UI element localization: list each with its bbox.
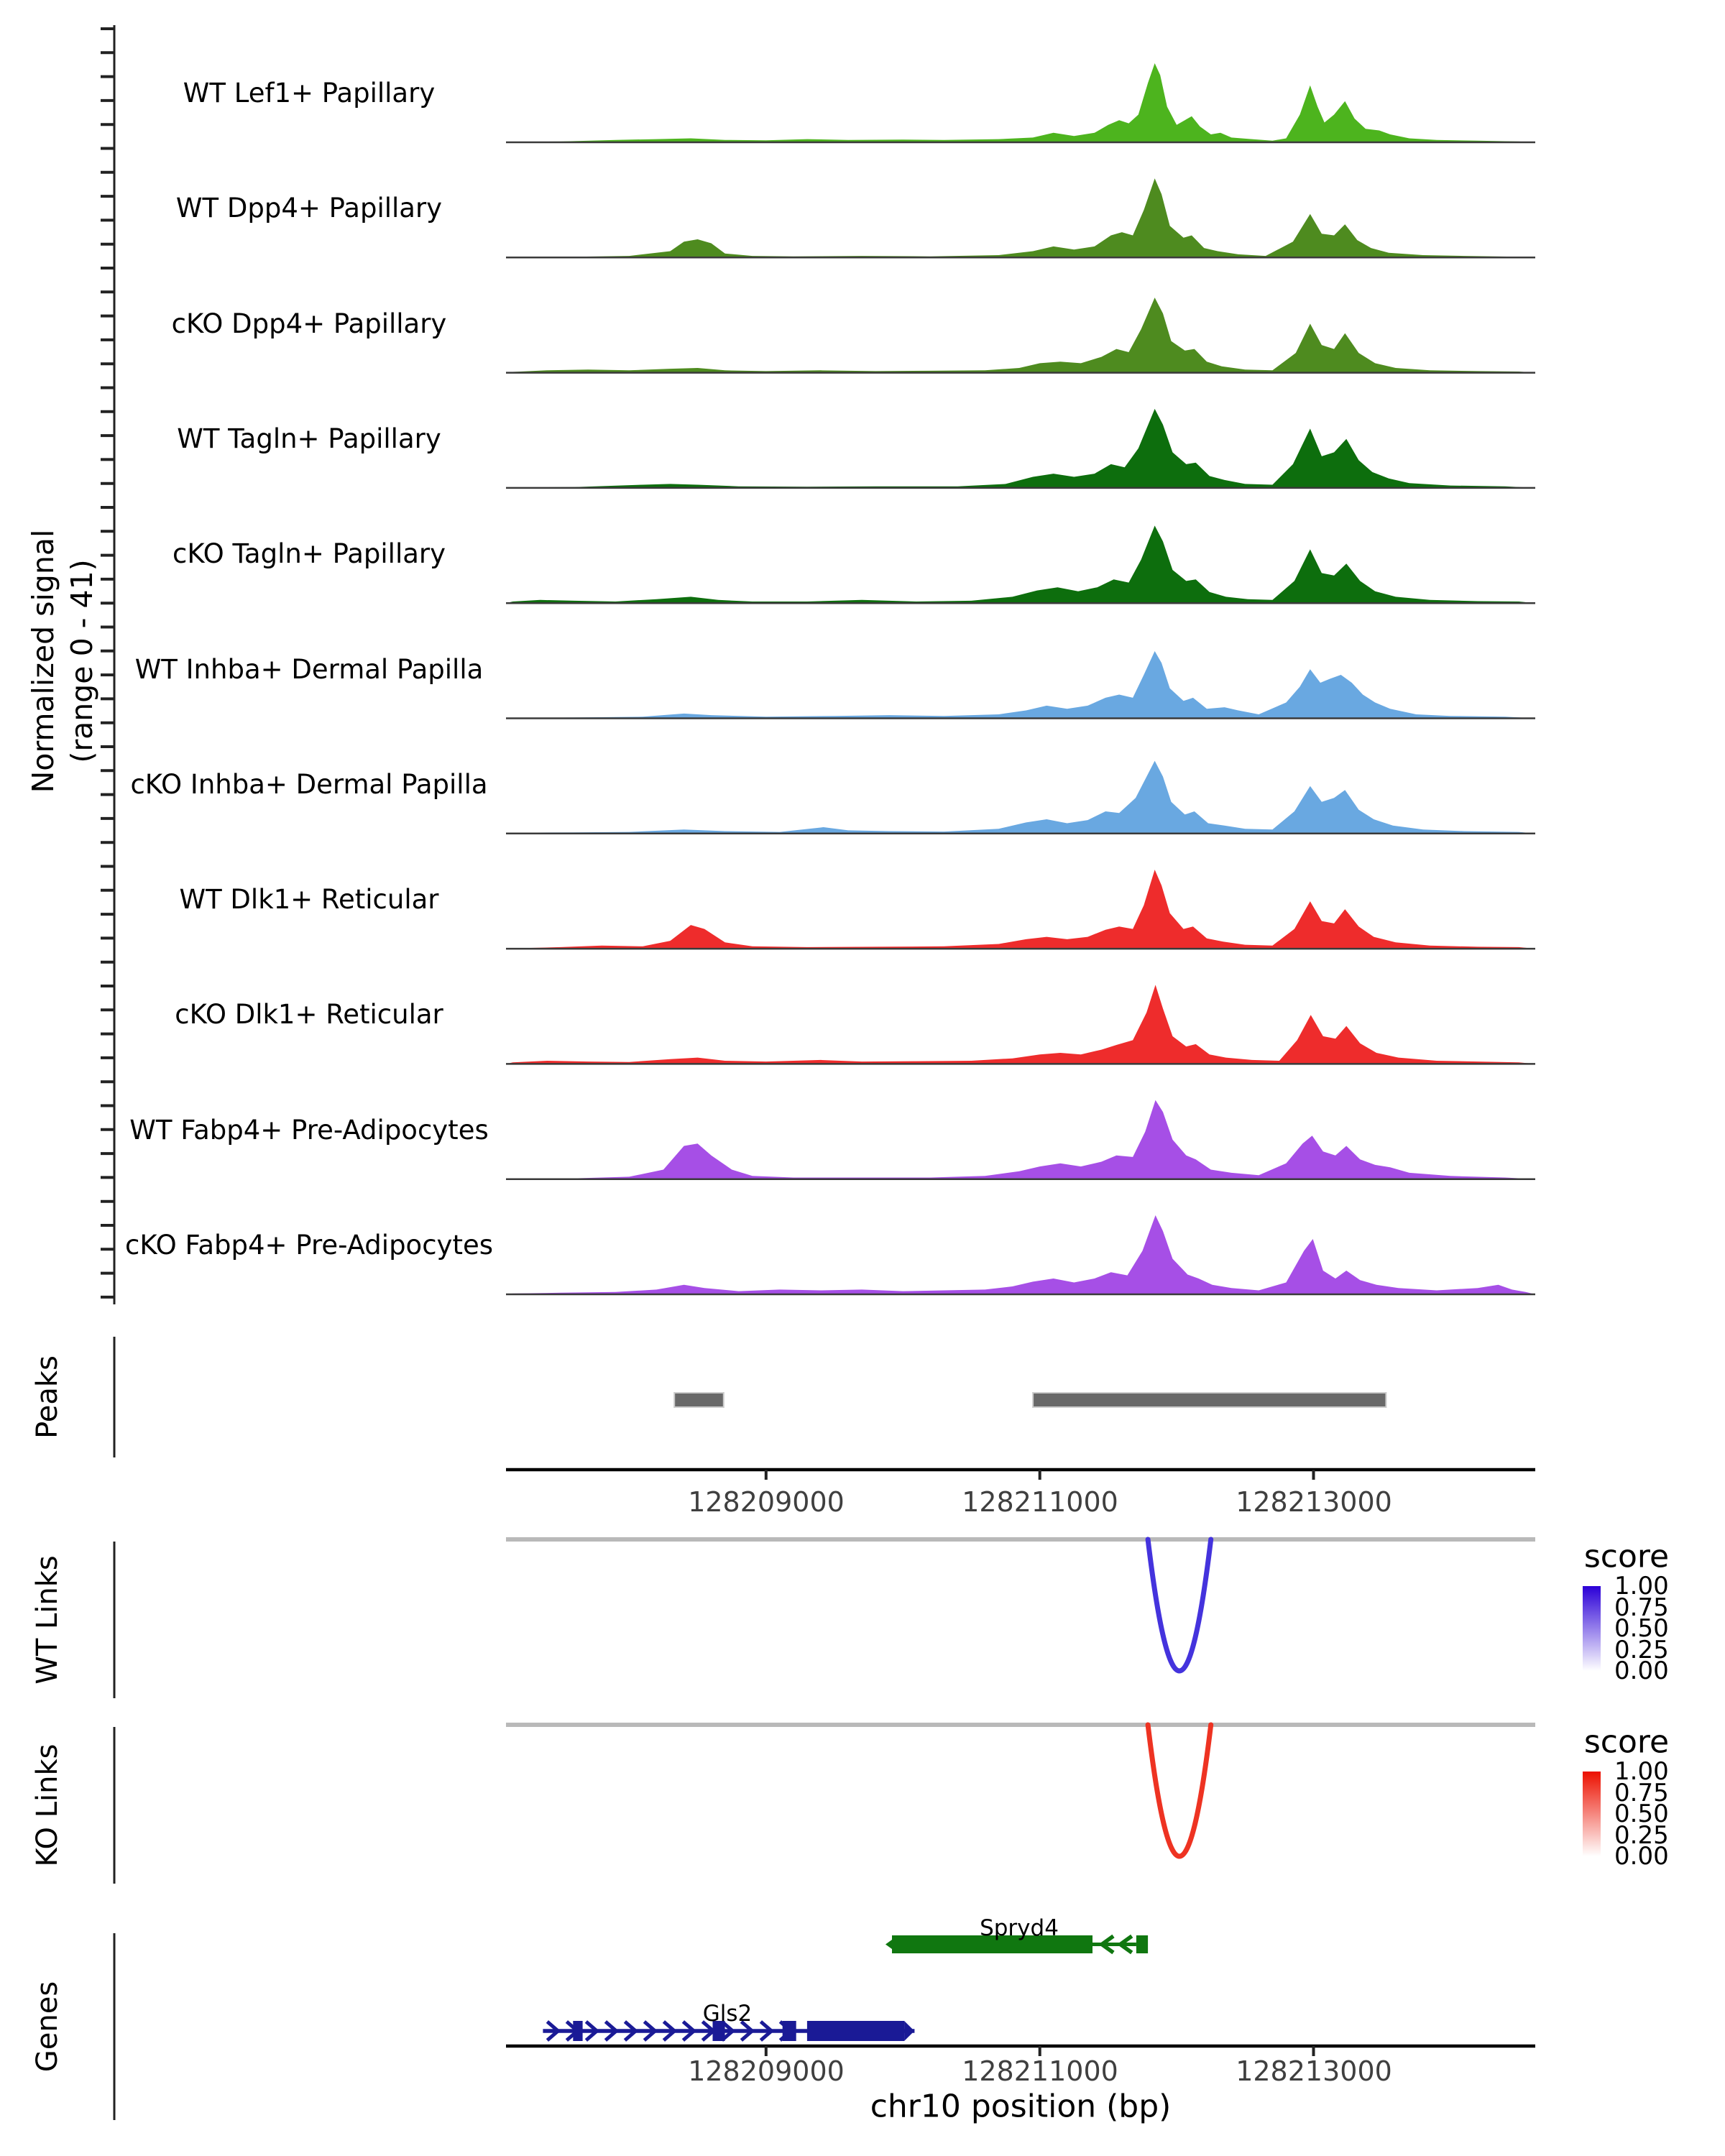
ko-score-legend-title: score	[1583, 1723, 1670, 1761]
peaks-tick-label-0: 128209000	[688, 1486, 845, 1518]
track-label-3: WT Tagln+ Papillary	[177, 423, 441, 454]
wt-score-tick-4: 0.00	[1614, 1657, 1669, 1685]
y-axis-label-line1: Normalized signal	[26, 529, 60, 793]
signal-area-track-0	[506, 63, 1535, 142]
gls2-right-arrow-tip	[904, 2021, 914, 2041]
peaks-tick-label-1: 128211000	[962, 1486, 1118, 1518]
track-label-1: WT Dpp4+ Papillary	[175, 193, 443, 224]
track-label-4: cKO Tagln+ Papillary	[172, 538, 446, 569]
gls2-exon-0	[573, 2021, 582, 2041]
track-label-7: WT Dlk1+ Reticular	[179, 884, 439, 915]
track-label-9: WT Fabp4+ Pre-Adipocytes	[129, 1115, 489, 1146]
y-axis-label-line2: (range 0 - 41)	[65, 559, 99, 763]
gene-label-gls2: Gls2	[702, 2001, 753, 2027]
bottom-tick-label-0: 128209000	[688, 2055, 845, 2087]
peak-bar-1	[1033, 1393, 1386, 1407]
ko-score-tick-1: 0.75	[1614, 1779, 1669, 1807]
signal-area-track-9	[506, 1100, 1535, 1179]
signal-area-track-8	[506, 985, 1535, 1064]
wt-score-legend-title: score	[1583, 1538, 1670, 1575]
peaks-section-label: Peaks	[31, 1355, 64, 1439]
gls2-exon-2	[783, 2021, 796, 2041]
genes-section-label: Genes	[31, 1981, 64, 2073]
signal-area-track-4	[506, 525, 1535, 603]
signal-area-track-6	[506, 761, 1535, 834]
bottom-tick-label-2: 128213000	[1236, 2055, 1392, 2087]
signal-area-track-5	[506, 651, 1535, 719]
wt-score-tick-2: 0.50	[1614, 1614, 1669, 1643]
signal-area-track-1	[506, 178, 1535, 257]
track-label-10: cKO Fabp4+ Pre-Adipocytes	[124, 1230, 493, 1261]
track-label-5: WT Inhba+ Dermal Papilla	[134, 654, 484, 685]
ko-link-arc	[1148, 1725, 1211, 1856]
gene-label-spryd4: Spryd4	[980, 1915, 1059, 1941]
track-label-8: cKO Dlk1+ Reticular	[175, 999, 443, 1030]
wt-score-tick-1: 0.75	[1614, 1593, 1669, 1622]
ko-score-tick-3: 0.25	[1614, 1821, 1669, 1850]
wt-score-gradient-bar	[1583, 1586, 1601, 1671]
signal-area-track-3	[506, 409, 1535, 488]
x-axis-title: chr10 position (bp)	[870, 2088, 1172, 2125]
ko-score-tick-4: 0.00	[1614, 1842, 1669, 1871]
signal-area-track-10	[506, 1215, 1535, 1294]
spryd4-left-arrow-tip	[886, 1940, 892, 1949]
wt-link-arc	[1148, 1539, 1211, 1671]
track-label-2: cKO Dpp4+ Papillary	[171, 308, 447, 339]
wt-links-section-label: WT Links	[31, 1555, 64, 1685]
ko-score-tick-2: 0.50	[1614, 1800, 1669, 1828]
spryd4-exon-1	[1136, 1935, 1148, 1953]
wt-score-tick-0: 1.00	[1614, 1572, 1669, 1600]
ko-links-section-label: KO Links	[31, 1743, 64, 1867]
signal-area-track-7	[506, 870, 1535, 949]
ko-score-tick-0: 1.00	[1614, 1757, 1669, 1786]
track-label-6: cKO Inhba+ Dermal Papilla	[130, 769, 488, 800]
wt-score-tick-3: 0.25	[1614, 1636, 1669, 1664]
peak-bar-0	[674, 1393, 724, 1407]
track-label-0: WT Lef1+ Papillary	[183, 78, 436, 109]
bottom-tick-label-1: 128211000	[962, 2055, 1118, 2087]
gls2-exon-3	[807, 2021, 904, 2041]
peaks-tick-label-2: 128213000	[1236, 1486, 1392, 1518]
ko-score-gradient-bar	[1583, 1772, 1601, 1856]
signal-area-track-2	[506, 298, 1535, 372]
